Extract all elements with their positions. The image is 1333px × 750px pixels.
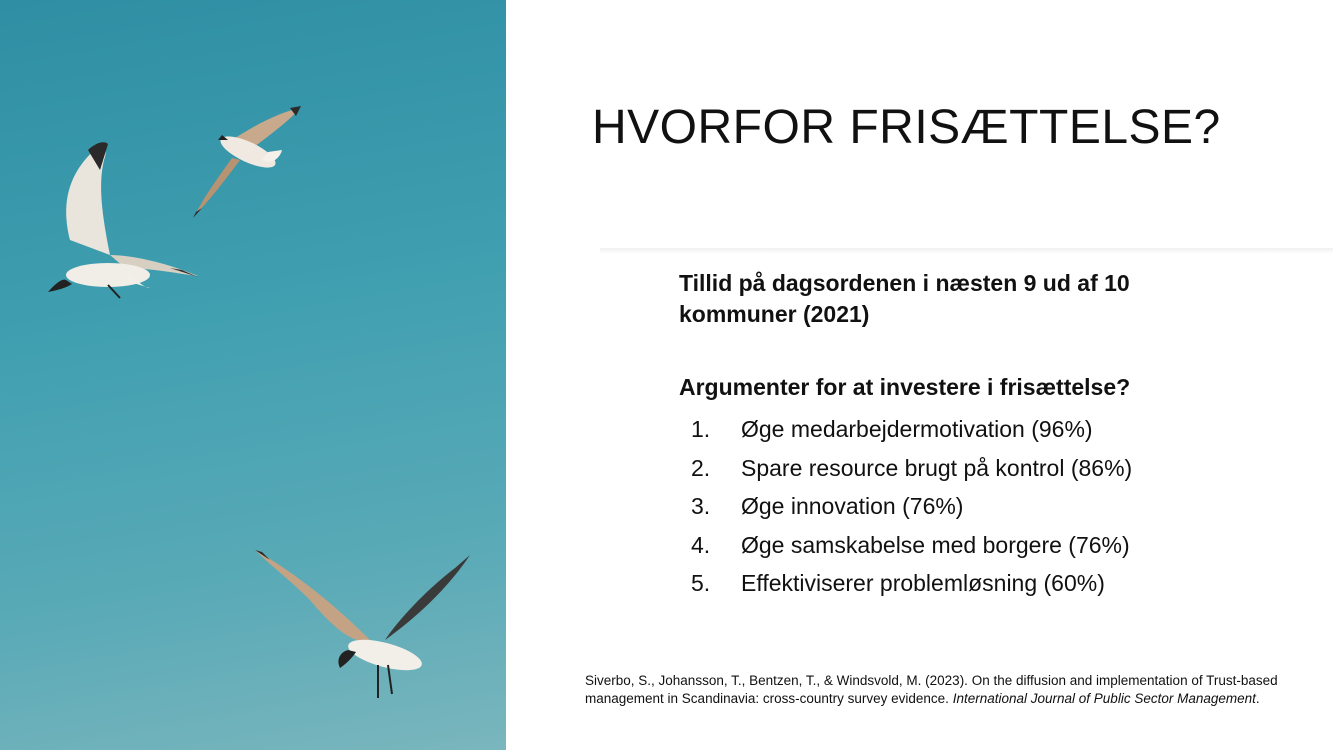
seagull-3: [255, 550, 470, 698]
list-item-text: Øge innovation (76%): [741, 493, 964, 519]
list-item-number: 4.: [691, 531, 711, 558]
lead-text: Tillid på dagsordenen i næsten 9 ud af 10 kommuner (2021): [679, 270, 1130, 327]
seagulls-illustration: [0, 0, 506, 750]
list-item: [679, 410, 1132, 449]
seagull-2: [193, 106, 301, 218]
seagulls-photo: [0, 0, 506, 750]
list-item: [679, 564, 1132, 603]
list-item-text: Effektiviserer problemløsning (60%): [741, 570, 1105, 596]
seagull-1: [48, 142, 198, 298]
list-item-text: Spare resource brugt på kontrol (86%): [741, 454, 1133, 481]
section-divider: [600, 248, 1333, 254]
list-item: [679, 449, 1132, 488]
list-item-number: 2.: [691, 454, 711, 481]
list-item-text: Øge medarbejdermotivation (96%): [741, 416, 1093, 442]
list-item: [679, 526, 1132, 565]
list-item-text: Øge samskabelse med borgere (76%): [741, 531, 1130, 558]
citation-end: .: [1255, 691, 1260, 706]
citation-main: Siverbo, S., Johansson, T., Bentzen, T., & Windsvold, M. (2023). On the diffusion and implementation of Trust-based management in Scandinavia: cross-country survey evidence.: [585, 673, 1278, 706]
list-item-number: 1.: [691, 416, 711, 442]
citation: [585, 672, 1285, 708]
citation-journal: International Journal of Public Sector Management: [952, 691, 1256, 706]
arguments-list: [679, 410, 1132, 603]
list-item-number: 3.: [691, 493, 711, 519]
arguments-heading: Argumenter for at investere i frisættelse?: [679, 374, 1131, 400]
slide-title: HVORFOR FRISÆTTELSE?: [592, 101, 1221, 154]
list-item-number: 5.: [691, 570, 711, 596]
list-item: [679, 487, 1132, 526]
